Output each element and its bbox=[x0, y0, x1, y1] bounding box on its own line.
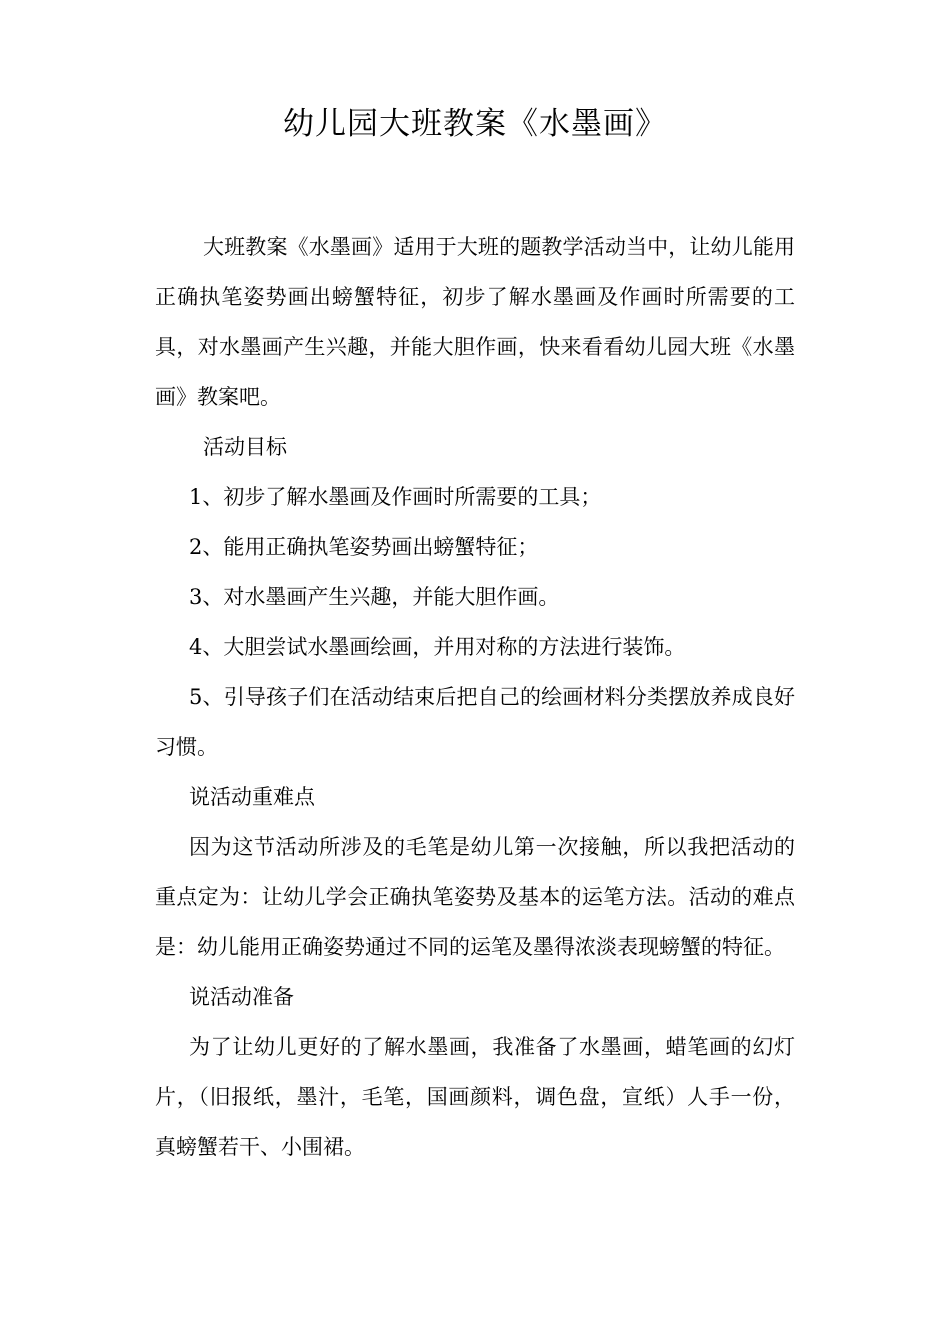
goal-item-2: 2、能用正确执笔姿势画出螃蟹特征； bbox=[189, 535, 539, 559]
goal-item-4: 4、大胆尝试水墨画绘画，并用对称的方法进行装饰。 bbox=[189, 635, 686, 659]
keypoints-heading: 说活动重难点 bbox=[189, 785, 315, 809]
document-body bbox=[155, 222, 795, 1172]
goal-item-3: 3、对水墨画产生兴趣，并能大胆作画。 bbox=[189, 585, 560, 609]
goal-item-1: 1、初步了解水墨画及作画时所需要的工具； bbox=[189, 485, 602, 509]
preparation-paragraph: 为了让幼儿更好的了解水墨画，我准备了水墨画，蜡笔画的幻灯片，（旧报纸，墨汁，毛笔，国画颜料，调色盘，宣纸）人手一份，真螃蟹若干、小围裙。 bbox=[155, 1035, 795, 1159]
keypoints-paragraph: 因为这节活动所涉及的毛笔是幼儿第一次接触，所以我把活动的重点定为：让幼儿学会正确执笔姿势及基本的运笔方法。活动的难点是：幼儿能用正确姿势通过不同的运笔及墨得浓淡表现螃蟹的特征。 bbox=[155, 835, 795, 959]
preparation-heading: 说活动准备 bbox=[189, 985, 294, 1009]
goal-item-5: 5、引导孩子们在活动结束后把自己的绘画材料分类摆放养成良好习惯。 bbox=[155, 685, 795, 759]
document-title: 幼儿园大班教案《水墨画》 bbox=[283, 106, 667, 142]
intro-paragraph: 大班教案《水墨画》适用于大班的题教学活动当中，让幼儿能用正确执笔姿势画出螃蟹特征，初步了解水墨画及作画时所需要的工具，对水墨画产生兴趣，并能大胆作画，快来看看幼儿园大班《水墨画》教案吧。 bbox=[155, 235, 795, 409]
goals-heading: 活动目标 bbox=[203, 435, 287, 459]
